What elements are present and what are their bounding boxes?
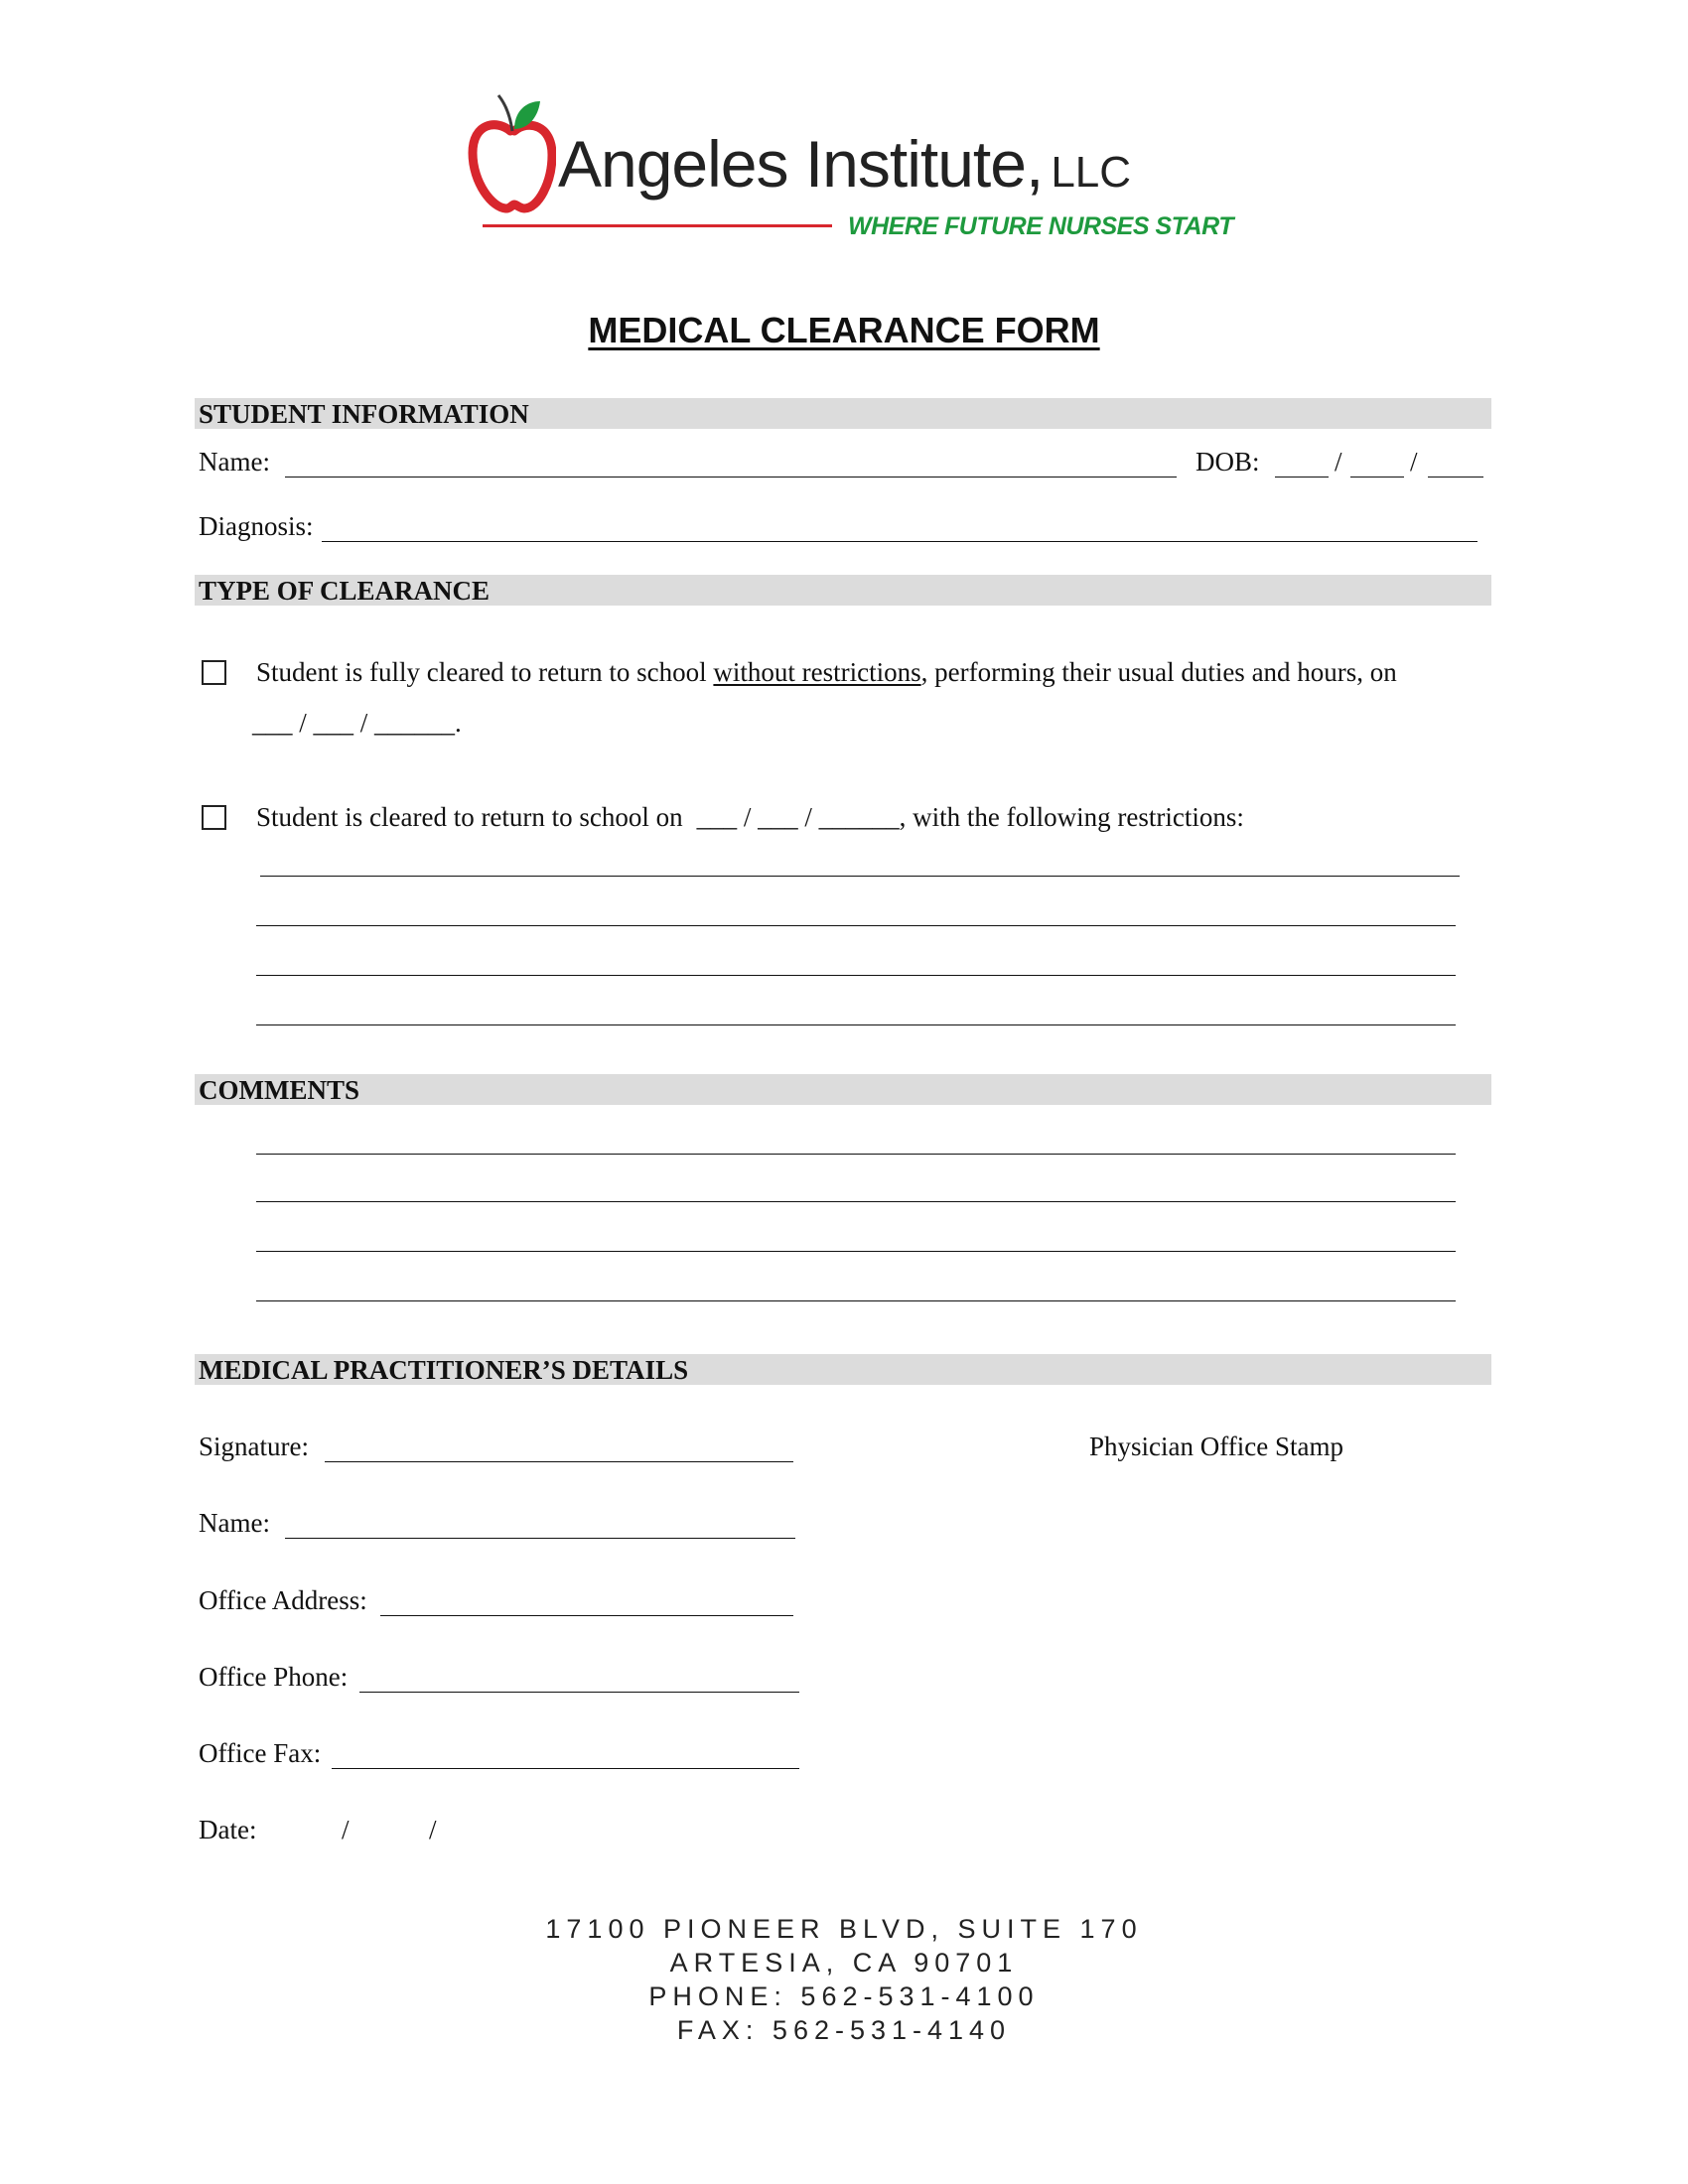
- diagnosis-field[interactable]: [322, 541, 1477, 542]
- full-clearance-date-field[interactable]: ___ / ___ / ______.: [252, 708, 462, 738]
- restriction-line[interactable]: [256, 925, 1456, 926]
- section-practitioner-details: MEDICAL PRACTITIONER’S DETAILS: [195, 1354, 1491, 1385]
- date-separator: /: [342, 1815, 350, 1844]
- dob-separator: /: [1410, 447, 1418, 477]
- practitioner-name-label: Name:: [199, 1508, 270, 1538]
- signature-label: Signature:: [199, 1432, 309, 1461]
- footer-phone: PHONE: 562-531-4100: [648, 1981, 1040, 2011]
- comment-line[interactable]: [256, 1154, 1456, 1155]
- without-restrictions-text: without restrictions: [713, 657, 921, 687]
- dob-label: DOB:: [1196, 447, 1260, 477]
- office-fax-field[interactable]: [332, 1768, 799, 1769]
- dob-day-field[interactable]: [1350, 477, 1404, 478]
- restricted-clearance-checkbox[interactable]: [202, 805, 226, 830]
- practitioner-name-field[interactable]: [285, 1538, 795, 1539]
- date-separator: /: [429, 1815, 437, 1844]
- form-title: MEDICAL CLEARANCE FORM: [588, 310, 1100, 350]
- student-name-field[interactable]: [285, 477, 1177, 478]
- logo-wordmark: Angeles Institute, LLC: [558, 127, 1132, 201]
- section-student-information: STUDENT INFORMATION: [195, 398, 1491, 429]
- apple-icon: [467, 91, 556, 220]
- office-address-label: Office Address:: [199, 1585, 367, 1615]
- restriction-line[interactable]: [256, 1024, 1456, 1025]
- comment-line[interactable]: [256, 1201, 1456, 1202]
- date-label: Date:: [199, 1815, 257, 1844]
- section-comments: COMMENTS: [195, 1074, 1491, 1105]
- restriction-line[interactable]: [256, 975, 1456, 976]
- footer-fax: FAX: 562-531-4140: [676, 2015, 1012, 2045]
- comment-line[interactable]: [256, 1300, 1456, 1301]
- institute-logo: [467, 91, 1233, 250]
- office-phone-field[interactable]: [359, 1692, 799, 1693]
- logo-red-line: [483, 224, 832, 227]
- comment-line[interactable]: [256, 1251, 1456, 1252]
- logo-suffix: LLC: [1051, 148, 1132, 197]
- dob-month-field[interactable]: [1275, 477, 1329, 478]
- signature-field[interactable]: [325, 1461, 793, 1462]
- section-type-of-clearance: TYPE OF CLEARANCE: [195, 575, 1491, 606]
- footer-address-line1: 17100 PIONEER BLVD, SUITE 170: [545, 1914, 1143, 1944]
- office-address-field[interactable]: [380, 1615, 793, 1616]
- full-clearance-checkbox[interactable]: [202, 660, 226, 685]
- footer-address-line2: ARTESIA, CA 90701: [669, 1948, 1019, 1978]
- logo-tagline: WHERE FUTURE NURSES START: [848, 212, 1233, 240]
- restricted-clearance-text: Student is cleared to return to school on ___ / ___ / ______, with the following restrictions:: [256, 802, 1244, 832]
- office-phone-label: Office Phone:: [199, 1662, 349, 1692]
- student-name-label: Name:: [199, 447, 270, 477]
- dob-separator: /: [1335, 447, 1342, 477]
- office-fax-label: Office Fax:: [199, 1738, 322, 1768]
- restricted-clearance-date-field[interactable]: ___ / ___ / ______: [696, 802, 900, 832]
- full-clearance-text: Student is fully cleared to return to school without restrictions, performing their usual duties and hours, on: [256, 657, 1397, 687]
- dob-year-field[interactable]: [1428, 477, 1483, 478]
- diagnosis-label: Diagnosis:: [199, 511, 314, 541]
- physician-office-stamp-label: Physician Office Stamp: [1089, 1432, 1343, 1461]
- restriction-line[interactable]: [260, 876, 1460, 877]
